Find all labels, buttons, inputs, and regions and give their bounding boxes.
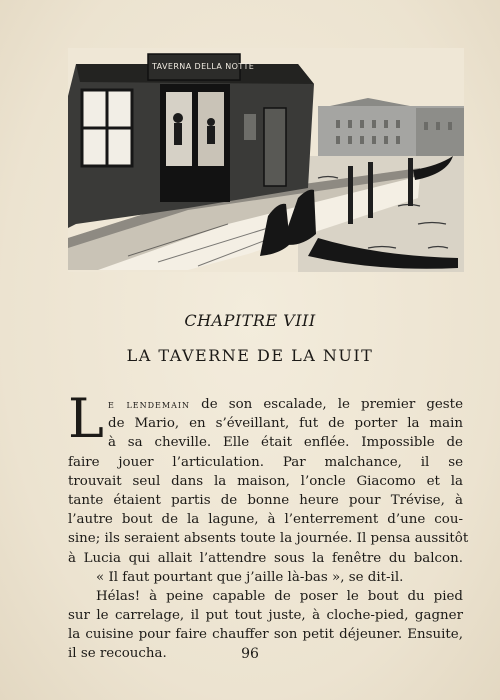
tavern-illustration [68,48,464,272]
text-line: sur le carrelage, il put tout juste, à cloche-pied, gagner [68,608,463,624]
text-line: Hélas! à peine capable de poser le bout du pied [96,588,463,604]
page-number: 96 [241,646,259,662]
drop-cap: L [68,387,104,450]
text-line: tante étaient partis de bonne heure pour Trévise, à [68,492,463,508]
text-line: trouvait seul dans la maison, l’oncle Giacomo et la [68,473,463,489]
chapter-number: CHAPITRE VIII [184,311,316,330]
tavern-sign-text: TAVERNA DELLA NOTTE [152,62,255,71]
text-line: faire jouer l’articulation. Par malchance, il se [68,454,463,470]
first-word: e lendemain [108,397,191,411]
chapter-title: LA TAVERNE DE LA NUIT [126,346,374,365]
text-line: e lendemain de son escalade, le premier geste [108,397,463,412]
text-line: à sa cheville. Elle était enflée. Impossible de [108,435,463,451]
body-text [68,387,469,664]
text-line: la cuisine pour faire chauffer son petit déjeuner. Ensuite, [68,627,463,643]
text-line: il se recoucha. [68,646,167,662]
text-line: à Lucia qui allait l’attendre sous la fenêtre du balcon. [68,550,463,566]
text-line: de Mario, en s’éveillant, fut de porter la main [108,416,463,432]
text-line: « Il faut pourtant que j’aille là-bas », se dit-il. [96,569,404,585]
text-line: l’autre bout de la lagune, à l’enterrement d’une cou- [68,512,463,528]
text-line: sine; ils seraient absents toute la journée. Il pensa aussitôt [68,531,469,547]
